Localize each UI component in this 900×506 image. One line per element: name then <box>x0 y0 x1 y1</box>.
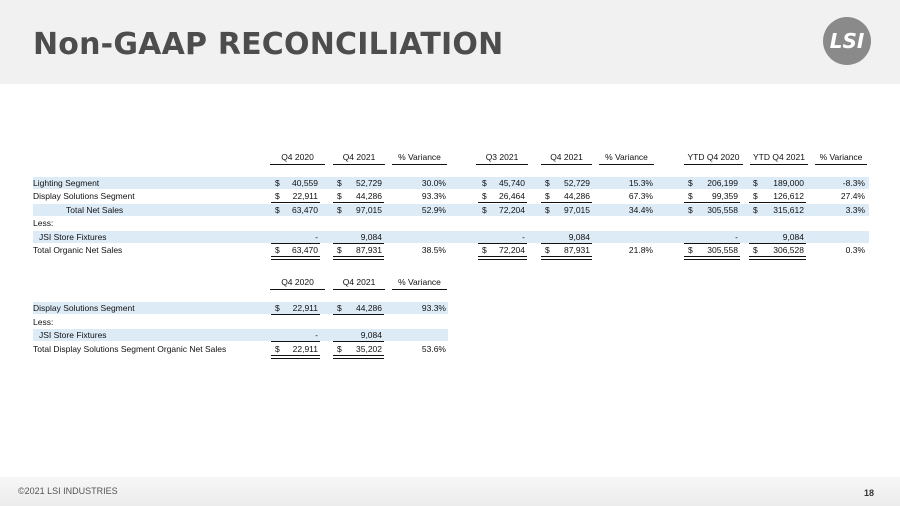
cell-value: - <box>315 330 318 340</box>
cell-value: 22,911 <box>292 191 318 201</box>
variance-value: 15.3% <box>628 178 653 188</box>
currency-symbol: $ <box>337 178 342 188</box>
cell-value: 99,359 <box>712 191 738 201</box>
variance-value: 3.3% <box>845 205 865 215</box>
page-title: Non-GAAP RECONCILIATION <box>33 27 504 62</box>
currency-symbol: $ <box>482 191 487 201</box>
column-header: % Variance <box>599 152 654 165</box>
row-label: Less: <box>33 317 54 327</box>
variance-value: -8.3% <box>842 178 865 188</box>
currency-symbol: $ <box>688 178 693 188</box>
currency-symbol: $ <box>753 191 758 201</box>
cell-value: 63,470 <box>292 245 318 255</box>
cell-value: 72,204 <box>499 245 525 255</box>
cell-value: 52,729 <box>564 178 590 188</box>
row-highlight <box>33 231 869 243</box>
column-header: Q4 2021 <box>333 152 385 165</box>
single-underline <box>478 243 527 244</box>
lsi-logo-icon <box>822 16 872 66</box>
currency-symbol: $ <box>275 205 280 215</box>
column-header: Q4 2021 <box>333 277 385 290</box>
copyright-text: ©2021 LSI INDUSTRIES <box>18 486 118 496</box>
cell-value: 306,528 <box>773 245 804 255</box>
cell-value: 9,084 <box>568 232 590 242</box>
double-underline <box>333 256 384 260</box>
currency-symbol: $ <box>337 191 342 201</box>
currency-symbol: $ <box>275 344 280 354</box>
column-header: % Variance <box>815 152 867 165</box>
currency-symbol: $ <box>337 344 342 354</box>
cell-value: 35,202 <box>356 344 382 354</box>
row-label: Display Solutions Segment <box>33 303 135 313</box>
currency-symbol: $ <box>275 245 280 255</box>
cell-value: 22,911 <box>292 344 318 354</box>
double-underline <box>541 256 592 260</box>
cell-value: 206,199 <box>707 178 738 188</box>
double-underline <box>684 256 740 260</box>
column-header: Q4 2020 <box>270 152 325 165</box>
cell-value: 72,204 <box>499 205 525 215</box>
single-underline <box>541 202 592 203</box>
row-label: JSI Store Fixtures <box>39 330 107 340</box>
variance-value: 93.3% <box>421 191 446 201</box>
cell-value: 52,729 <box>356 178 382 188</box>
variance-value: 0.3% <box>845 245 865 255</box>
single-underline <box>684 202 740 203</box>
variance-value: 67.3% <box>628 191 653 201</box>
currency-symbol: $ <box>545 245 550 255</box>
currency-symbol: $ <box>337 245 342 255</box>
cell-value: 305,558 <box>707 245 738 255</box>
currency-symbol: $ <box>545 205 550 215</box>
column-header: Q4 2021 <box>541 152 592 165</box>
cell-value: 9,084 <box>360 232 382 242</box>
double-underline <box>478 256 527 260</box>
cell-value: 9,084 <box>360 330 382 340</box>
single-underline <box>271 341 320 342</box>
row-label: Less: <box>33 218 54 228</box>
currency-symbol: $ <box>688 191 693 201</box>
variance-value: 27.4% <box>840 191 865 201</box>
row-highlight <box>33 177 869 189</box>
page-number: 18 <box>864 488 875 498</box>
variance-value: 30.0% <box>421 178 446 188</box>
single-underline <box>333 341 384 342</box>
currency-symbol: $ <box>753 245 758 255</box>
cell-value: 87,931 <box>356 245 382 255</box>
currency-symbol: $ <box>337 205 342 215</box>
row-label: Total Organic Net Sales <box>33 245 123 255</box>
currency-symbol: $ <box>545 191 550 201</box>
single-underline <box>333 243 384 244</box>
cell-value: 44,286 <box>356 191 382 201</box>
variance-value: 52.9% <box>421 205 446 215</box>
cell-value: 97,015 <box>356 205 382 215</box>
row-label: Display Solutions Segment <box>33 191 135 201</box>
variance-value: 53.6% <box>421 344 446 354</box>
row-highlight <box>33 204 869 216</box>
currency-symbol: $ <box>275 303 280 313</box>
single-underline <box>749 202 806 203</box>
currency-symbol: $ <box>275 191 280 201</box>
footer-bar <box>0 477 900 506</box>
currency-symbol: $ <box>482 245 487 255</box>
column-header: % Variance <box>392 277 447 290</box>
currency-symbol: $ <box>753 178 758 188</box>
cell-value: 45,740 <box>499 178 525 188</box>
single-underline <box>271 202 320 203</box>
cell-value: 44,286 <box>564 191 590 201</box>
column-header: YTD Q4 2020 <box>684 152 743 165</box>
row-label: Total Net Sales <box>66 205 124 215</box>
svg-text:LSI: LSI <box>829 29 865 53</box>
cell-value: - <box>522 232 525 242</box>
single-underline <box>478 202 527 203</box>
currency-symbol: $ <box>688 245 693 255</box>
column-header: Q3 2021 <box>476 152 528 165</box>
single-underline <box>541 243 592 244</box>
row-label: JSI Store Fixtures <box>39 232 107 242</box>
cell-value: 40,559 <box>292 178 318 188</box>
row-label: Total Display Solutions Segment Organic Net Sales <box>33 344 227 354</box>
single-underline <box>333 314 384 315</box>
double-underline <box>749 256 806 260</box>
cell-value: - <box>735 232 738 242</box>
currency-symbol: $ <box>337 303 342 313</box>
cell-value: 22,911 <box>292 303 318 313</box>
cell-value: 9,084 <box>782 232 804 242</box>
double-underline <box>271 256 320 260</box>
single-underline <box>749 243 806 244</box>
cell-value: 63,470 <box>292 205 318 215</box>
row-label: Lighting Segment <box>33 178 100 188</box>
column-header: Q4 2020 <box>270 277 325 290</box>
single-underline <box>684 243 740 244</box>
cell-value: - <box>315 232 318 242</box>
variance-value: 38.5% <box>421 245 446 255</box>
cell-value: 26,464 <box>499 191 525 201</box>
currency-symbol: $ <box>482 205 487 215</box>
cell-value: 189,000 <box>773 178 804 188</box>
currency-symbol: $ <box>482 178 487 188</box>
cell-value: 44,286 <box>356 303 382 313</box>
currency-symbol: $ <box>753 205 758 215</box>
variance-value: 93.3% <box>421 303 446 313</box>
double-underline <box>271 355 320 359</box>
currency-symbol: $ <box>275 178 280 188</box>
double-underline <box>333 355 384 359</box>
variance-value: 21.8% <box>628 245 653 255</box>
single-underline <box>333 202 384 203</box>
cell-value: 87,931 <box>564 245 590 255</box>
single-underline <box>271 314 320 315</box>
column-header: % Variance <box>392 152 447 165</box>
cell-value: 305,558 <box>707 205 738 215</box>
column-header: YTD Q4 2021 <box>750 152 808 165</box>
currency-symbol: $ <box>688 205 693 215</box>
cell-value: 126,612 <box>773 191 804 201</box>
cell-value: 315,612 <box>773 205 804 215</box>
single-underline <box>271 243 320 244</box>
variance-value: 34.4% <box>628 205 653 215</box>
currency-symbol: $ <box>545 178 550 188</box>
cell-value: 97,015 <box>564 205 590 215</box>
